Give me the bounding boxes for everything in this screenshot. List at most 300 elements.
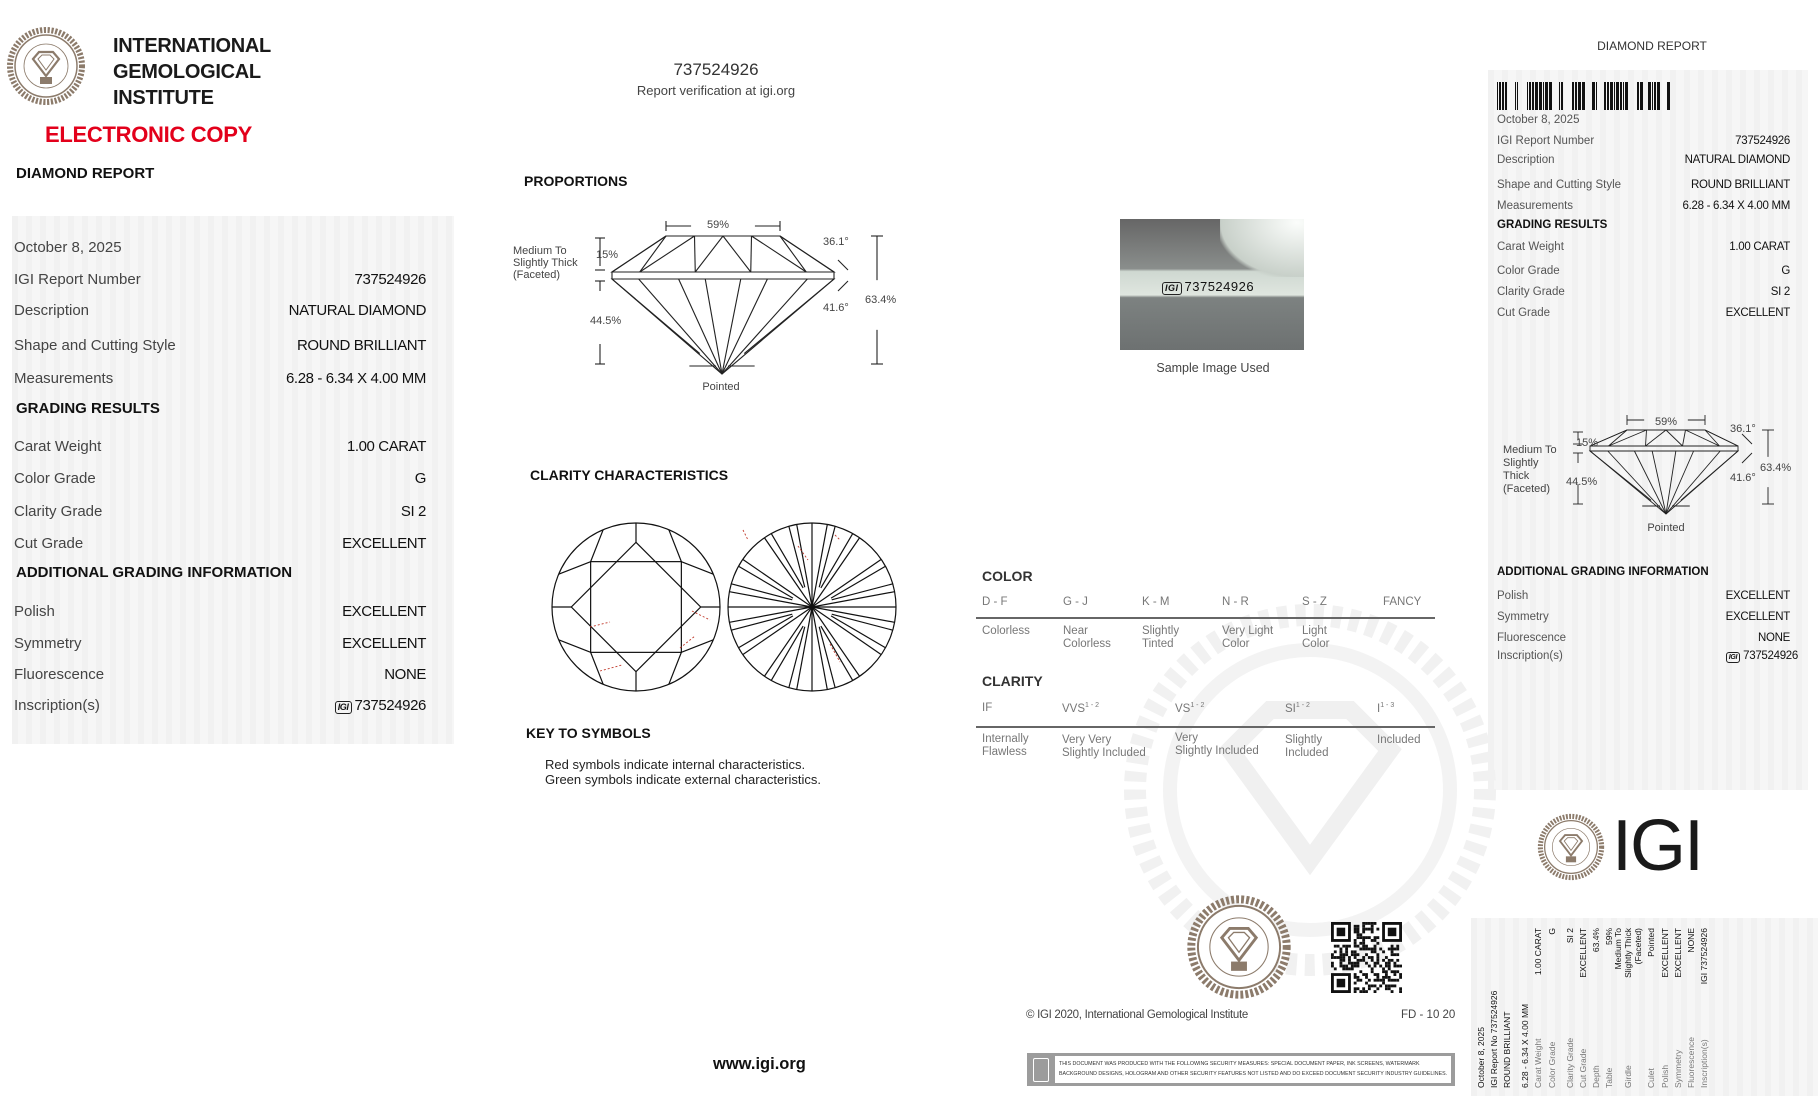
qr-module <box>1342 959 1345 962</box>
stub-date <box>1474 928 1487 1088</box>
barcode-bar <box>1527 82 1528 110</box>
value: NONE <box>1686 928 1697 953</box>
pavilion-outline <box>612 279 834 374</box>
qr-module <box>1357 931 1360 934</box>
qr-finder <box>1337 928 1346 937</box>
value: NATURAL DIAMOND <box>288 301 426 319</box>
small-crown-angle: 36.1° <box>1730 423 1756 435</box>
qr-module <box>1376 979 1379 982</box>
qr-module <box>1393 979 1396 982</box>
electronic-copy-label: ELECTRONIC COPY <box>45 122 252 147</box>
right-grading-heading: GRADING RESULTS <box>1497 219 1608 231</box>
fluorescence-row <box>14 664 426 684</box>
facet-line <box>832 614 893 630</box>
inclusion-mark <box>692 611 710 620</box>
qr-module <box>1340 956 1343 959</box>
qr-module <box>1342 956 1345 959</box>
barcode-bar <box>1532 82 1534 110</box>
facet-line <box>780 236 834 272</box>
igi-logo-icon: IGI <box>335 701 352 714</box>
qr-module <box>1388 948 1391 951</box>
desc-line: Slightly <box>1142 625 1180 637</box>
qr-module <box>1374 990 1377 993</box>
qr-module <box>1371 922 1374 925</box>
qr-module <box>1374 922 1377 925</box>
stub-row <box>1658 928 1671 1088</box>
clarity-grade-vs <box>1175 702 1259 758</box>
qr-module <box>1359 933 1362 936</box>
qr-module <box>1374 948 1377 951</box>
facet-line <box>751 236 752 272</box>
facet-line <box>812 559 881 607</box>
barcode <box>1497 82 1673 110</box>
clarity-scale-heading: CLARITY <box>982 673 1043 689</box>
qr-module <box>1385 984 1388 987</box>
qr-module <box>1334 967 1337 970</box>
facet-line <box>640 236 666 272</box>
small-pavilion-angle: 41.6° <box>1730 472 1756 484</box>
value: SI 2 <box>1770 286 1790 298</box>
qr-module <box>1365 945 1368 948</box>
barcode-bar <box>1623 82 1624 110</box>
qr-module <box>1391 950 1394 953</box>
facet-line <box>679 279 722 374</box>
barcode-bar <box>1616 82 1619 110</box>
table-facet <box>591 562 682 653</box>
facet-line <box>789 526 805 587</box>
inclusion-mark <box>835 535 840 540</box>
girdle-line: (Faceted) <box>513 269 561 281</box>
watermark-seal-icon <box>1120 600 1500 980</box>
girdle-outline <box>612 272 834 279</box>
inclusion-mark <box>600 665 622 671</box>
inclusion-mark <box>680 636 695 648</box>
qr-module <box>1354 953 1357 956</box>
org-line: GEMOLOGICAL <box>113 61 261 83</box>
qr-module <box>1385 976 1388 979</box>
value: Medium To Slightly Thick (Faceted) <box>1612 928 1643 978</box>
qr-module <box>1391 953 1394 956</box>
qr-module <box>1354 928 1357 931</box>
facet-line <box>821 534 853 588</box>
qr-module <box>1388 984 1391 987</box>
barcode-bar <box>1596 82 1597 110</box>
value: SI 2 <box>400 502 426 520</box>
value: G <box>414 469 426 487</box>
stub-report-no <box>1487 928 1500 1088</box>
security-notice <box>1027 1053 1455 1086</box>
qr-module <box>1396 970 1399 973</box>
barcode-bar <box>1582 82 1585 110</box>
qr-module <box>1368 987 1371 990</box>
qr-module <box>1376 936 1379 939</box>
org-line: INTERNATIONAL <box>113 35 271 57</box>
color-scale-divider <box>976 617 1435 619</box>
clarity-grade-row <box>14 501 426 521</box>
stub-measurements <box>1519 928 1532 1088</box>
small-culet: Pointed <box>1647 522 1685 534</box>
qr-module <box>1345 953 1348 956</box>
qr-module <box>1354 950 1357 953</box>
grade: FANCY <box>1383 596 1422 608</box>
value: 737524926 <box>354 270 426 288</box>
qr-module <box>1371 928 1374 931</box>
facet-line <box>797 524 812 607</box>
value: ROUND BRILLIANT <box>296 336 426 354</box>
qr-module <box>1351 962 1354 965</box>
facet-line <box>743 559 812 607</box>
qr-module <box>1368 928 1371 931</box>
barcode-bar <box>1539 82 1542 110</box>
sample-inscription-image <box>1120 219 1304 350</box>
qr-module <box>1337 945 1340 948</box>
barcode-bar <box>1499 82 1501 110</box>
barcode-bar <box>1517 82 1518 110</box>
barcode-bar <box>1625 82 1628 110</box>
qr-module <box>1351 967 1354 970</box>
value: G <box>1546 928 1557 935</box>
qr-module <box>1354 945 1357 948</box>
desc-line: Very Very <box>1062 733 1112 746</box>
qr-module <box>1374 950 1377 953</box>
qr-module <box>1376 987 1379 990</box>
qr-module <box>1354 962 1357 965</box>
qr-module <box>1362 942 1365 945</box>
form-code: FD - 10 20 <box>1401 1009 1456 1021</box>
qr-module <box>1371 939 1374 942</box>
value: EXCELLENT <box>1659 928 1670 978</box>
qr-module <box>1357 962 1360 965</box>
igi-seal-footer <box>1186 894 1292 1000</box>
label: Clarity Grade <box>14 502 103 520</box>
culet: Pointed <box>702 381 740 393</box>
qr-module <box>1357 933 1360 936</box>
qr-module <box>1368 979 1371 982</box>
desc-line: Internally <box>982 733 1029 745</box>
value: 1.00 CARAT <box>1729 241 1790 253</box>
qr-module <box>1362 936 1365 939</box>
barcode-bar <box>1559 82 1560 110</box>
lock-document-icon <box>1033 1058 1049 1082</box>
qr-module <box>1368 936 1371 939</box>
qr-module <box>1368 948 1371 951</box>
qr-module <box>1345 965 1348 968</box>
facet-line <box>812 538 860 607</box>
grade: K - M <box>1142 596 1170 608</box>
qr-module <box>1348 962 1351 965</box>
right-fluorescence-row <box>1497 630 1790 646</box>
qr-module <box>1382 976 1385 979</box>
facet-line <box>729 592 812 607</box>
grade-range: 1 - 2 <box>1295 702 1310 709</box>
pavilion-view-plot <box>728 523 896 691</box>
value: EXCELLENT <box>1725 307 1790 319</box>
label: IGI Report Number <box>1497 135 1595 147</box>
desc-line: Very Light <box>1222 625 1274 637</box>
qr-module <box>1385 987 1388 990</box>
label: Fluorescence <box>1497 632 1567 644</box>
facet-line <box>681 562 713 575</box>
barcode-bar <box>1648 82 1651 110</box>
qr-module <box>1362 956 1365 959</box>
facet-line <box>780 236 806 272</box>
inclusion-marks <box>590 530 840 671</box>
value: NONE <box>1757 632 1790 644</box>
report-number-header: 737524926 <box>673 60 759 79</box>
qr-module <box>1391 970 1394 973</box>
facet-line <box>681 640 713 653</box>
measurements-row <box>14 368 426 388</box>
clarity-characteristics-heading: CLARITY CHARACTERISTICS <box>530 467 729 483</box>
qr-module <box>1388 967 1391 970</box>
value: NONE <box>384 665 426 683</box>
barcode-bar <box>1578 82 1581 110</box>
value: 6.28 - 6.34 X 4.00 MM <box>285 369 426 387</box>
qr-module <box>1376 976 1379 979</box>
color-grade-km <box>1142 596 1179 651</box>
qr-module <box>1385 956 1388 959</box>
qr-module <box>1368 956 1371 959</box>
qr-module <box>1340 959 1343 962</box>
facet-line <box>752 236 807 272</box>
website-link[interactable]: www.igi.org <box>713 1055 806 1073</box>
facet-line <box>612 236 666 272</box>
qr-module <box>1374 939 1377 942</box>
facet-line <box>591 530 604 562</box>
report-stub <box>1474 928 1711 1088</box>
proportions-heading: PROPORTIONS <box>524 173 628 189</box>
stub-row <box>1645 928 1658 1088</box>
desc-line: Included <box>1377 733 1421 746</box>
value: 59% <box>1604 928 1615 946</box>
qr-module <box>1379 979 1382 982</box>
barcode-bar <box>1545 82 1548 110</box>
desc <box>1142 625 1179 651</box>
seal-igi-mark <box>40 77 52 84</box>
small-girdle-line: Thick <box>1503 470 1530 482</box>
desc-line: Included <box>1285 746 1329 759</box>
right-color-row <box>1497 263 1790 279</box>
value: IGI Report No 737524926 <box>1488 990 1499 1088</box>
qr-module <box>1362 990 1365 993</box>
color-grade-df <box>982 596 1030 638</box>
key-line-red: Red symbols indicate internal characteristics. <box>545 757 806 772</box>
qr-module <box>1348 945 1351 948</box>
facet-line <box>812 592 895 607</box>
value: 6.28 - 6.34 X 4.00 MM <box>1682 200 1790 212</box>
color-grade-gj <box>1063 596 1111 651</box>
qr-finder <box>1337 979 1346 988</box>
grade-range: 1 - 3 <box>1380 702 1395 709</box>
girdle-line: Medium To <box>513 245 567 257</box>
qr-module <box>1359 979 1362 982</box>
desc <box>1222 625 1273 651</box>
qr-module <box>1357 945 1360 948</box>
grade: SI <box>1285 702 1296 715</box>
qr-module <box>1357 965 1360 968</box>
additional-grading-heading: ADDITIONAL GRADING INFORMATION <box>16 564 293 581</box>
label: Shape and Cutting Style <box>1497 179 1622 191</box>
shape-row <box>14 335 426 355</box>
crown-outline-circle <box>552 523 720 691</box>
clarity-grade-vvs <box>1062 702 1146 760</box>
qr-module <box>1374 973 1377 976</box>
facet-line <box>819 526 835 587</box>
clarity-grade-i <box>1377 702 1420 747</box>
org-line: INSTITUTE <box>113 87 214 109</box>
label: Carat Weight <box>14 437 102 455</box>
igi-logo-icon: IGI <box>1726 652 1740 663</box>
qr-module <box>1399 987 1402 990</box>
label: Measurements <box>14 369 114 387</box>
qr-module <box>1342 967 1345 970</box>
qr-module <box>1342 945 1345 948</box>
facet-line <box>764 607 812 676</box>
desc-line: Slightly <box>1285 733 1323 746</box>
facet-line <box>559 640 591 653</box>
facet-line <box>812 607 827 690</box>
qr-module <box>1365 936 1368 939</box>
label: October 8, 2025 <box>1497 114 1580 126</box>
barcode-bar <box>1502 82 1504 110</box>
qr-module <box>1368 965 1371 968</box>
qr-module <box>1376 973 1379 976</box>
grade-range: 1 - 2 <box>1190 702 1205 709</box>
report-verification-link[interactable]: Report verification at igi.org <box>636 83 796 98</box>
qr-module <box>1393 970 1396 973</box>
facet-line <box>739 566 793 598</box>
label: Fluorescence <box>14 665 105 683</box>
stub-row <box>1612 928 1643 1088</box>
qr-module <box>1388 965 1391 968</box>
qr-module <box>1340 965 1343 968</box>
facet-line <box>695 236 723 272</box>
qr-module <box>1331 962 1334 965</box>
facet-line <box>731 584 792 600</box>
facet-line <box>722 279 741 374</box>
barcode-bar <box>1654 82 1656 110</box>
value: 63.4% <box>1591 928 1602 953</box>
qr-module <box>1362 928 1365 931</box>
qr-module <box>1354 939 1357 942</box>
qr-module <box>1379 965 1382 968</box>
facet-line <box>819 627 835 688</box>
label: Description <box>1497 154 1555 166</box>
label: October 8, 2025 <box>14 238 122 256</box>
qr-module <box>1388 976 1391 979</box>
grading-results-heading: GRADING RESULTS <box>16 400 160 417</box>
qr-finder <box>1388 928 1397 937</box>
qr-module <box>1396 979 1399 982</box>
small-girdle-line: Medium To <box>1503 444 1557 456</box>
desc-line: Colorless <box>1063 638 1111 650</box>
value: October 8, 2025 <box>1475 1027 1486 1088</box>
qr-module <box>1334 956 1337 959</box>
label: Inscription(s) <box>1699 1039 1710 1088</box>
desc <box>1302 625 1329 651</box>
facet-line <box>771 534 803 588</box>
right-report-number-row <box>1497 133 1790 149</box>
qr-code[interactable] <box>1331 922 1402 993</box>
qr-module <box>1340 962 1343 965</box>
qr-module <box>1354 990 1357 993</box>
igi-logo-icon: IGI <box>1162 282 1182 295</box>
qr-module <box>1368 922 1371 925</box>
label: IGI Report Number <box>14 270 141 288</box>
right-shape-row <box>1497 177 1790 193</box>
qr-module <box>1357 928 1360 931</box>
qr-module <box>1382 979 1385 982</box>
security-line: BACKGROUND DESIGNS, HOLOGRAM AND OTHER SECURITY FEATURES NOT LISTED AND DO EXCEED DOCUMENT SECURITY INDUSTRY GUIDELINES. <box>1059 1071 1448 1077</box>
qr-module <box>1354 965 1357 968</box>
qr-module <box>1374 962 1377 965</box>
qr-module <box>1359 942 1362 945</box>
qr-module <box>1362 931 1365 934</box>
qr-module <box>1351 950 1354 953</box>
qr-module <box>1362 945 1365 948</box>
qr-module <box>1365 976 1368 979</box>
value: ROUND BRILLIANT <box>1501 1011 1512 1088</box>
facet-line <box>831 566 885 598</box>
facet-line <box>821 626 853 680</box>
desc-line: Very <box>1175 731 1199 744</box>
facet-line <box>729 607 812 622</box>
value: EXCELLENT <box>342 634 426 652</box>
qr-module <box>1382 982 1385 985</box>
qr-module <box>1374 979 1377 982</box>
value: EXCELLENT <box>1725 611 1790 623</box>
angle-arrow <box>838 260 848 270</box>
qr-module <box>1382 950 1385 953</box>
facet-line <box>669 652 682 684</box>
qr-module <box>1388 987 1391 990</box>
qr-module <box>1362 922 1365 925</box>
qr-module <box>1379 948 1382 951</box>
diamond-profile-drawing <box>595 221 883 374</box>
value: SI 2 <box>1564 928 1575 944</box>
qr-module <box>1334 950 1337 953</box>
label: Cut Grade <box>1577 1048 1588 1088</box>
qr-module <box>1371 970 1374 973</box>
label: Symmetry <box>1497 611 1549 623</box>
label: Inscription(s) <box>14 696 100 714</box>
qr-module <box>1393 962 1396 965</box>
qr-module <box>1348 956 1351 959</box>
qr-module <box>1362 973 1365 976</box>
table-percent: 59% <box>706 219 730 231</box>
label: Clarity Grade <box>1564 1037 1575 1088</box>
value: EXCELLENT <box>342 602 426 620</box>
facet-line <box>797 607 812 690</box>
small-girdle-line: (Faceted) <box>1503 483 1551 495</box>
desc-line: Colorless <box>982 625 1030 637</box>
qr-module <box>1393 984 1396 987</box>
small-pavilion-depth: 44.5% <box>1566 476 1598 488</box>
qr-module <box>1371 956 1374 959</box>
qr-module <box>1376 956 1379 959</box>
qr-module <box>1359 990 1362 993</box>
qr-module <box>1345 948 1348 951</box>
barcode-bar <box>1515 82 1516 110</box>
qr-module <box>1376 942 1379 945</box>
seal-igi-mark <box>1566 856 1576 862</box>
right-clarity-row <box>1497 284 1790 300</box>
qr-module <box>1399 990 1402 993</box>
label: Polish <box>1659 1064 1670 1088</box>
small-table-percent: 59% <box>1654 416 1678 428</box>
qr-module <box>1362 925 1365 928</box>
desc-line: Slightly Included <box>1062 746 1146 759</box>
